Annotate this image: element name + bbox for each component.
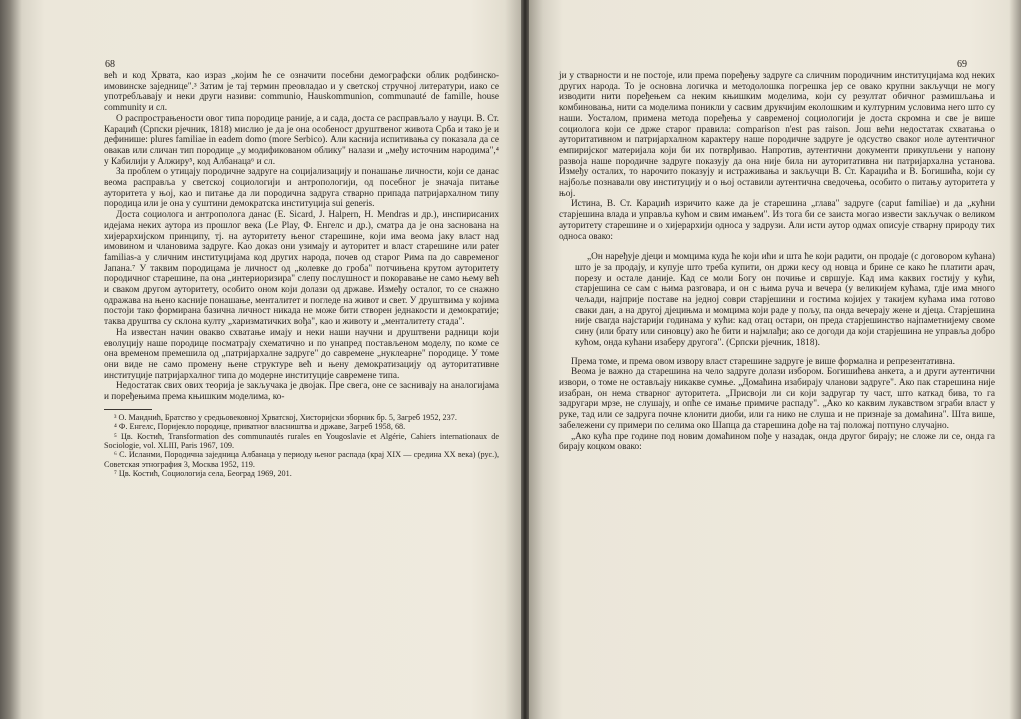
footnote: ⁷ Цв. Костић, Социологија села, Београд 1969, 201. [114,469,292,479]
paragraph: Истина, В. Ст. Караџић изричито каже да је старешина „глава" задруге (caput familiae) и да „кућни старјешина влада и управља кућом и свим имањем". Из тога би се заиста могао извести закључак о великом ауторитету старешине и о хијерархији односа у задрузи. Али исти аутор одмах описује стварну природу тих односа овако: [559,199,995,242]
page-number: 68 [105,59,115,70]
page-number: 69 [957,59,967,70]
footnote: ⁶ С. Исланми, Породична заједница Албанаца у периоду њеног распада (крај XIX — средина XX века) (рус.), Советская этнография 3, Москва 1952, 119. [104,450,499,469]
footnote: ⁴ Ф. Енгелс, Поријекло породице, приватног власништва и државе, Загреб 1958, 68. [114,422,406,432]
body-text-continued [559,357,995,453]
footnote: ³ О. Манднић, Братство у средњовековној Хрватској, Хисторијски зборник бр. 5, Загреб 1952, 237. [114,412,457,422]
quote-paragraph: „Он наређује дјеци и момцима куда ће који ићи и шта ће који радити, он продаје (с договором кућана) што је за продају, и купује што треба купити, он држи кесу од новца и брине се како ће платити арач, порезу и остале даније. Кад се моли Богу он почиње и свршује. Кад има каквих гостију у кући, старјешина се сам с њима разговара, и он с њима руча и вечера (у великијем кућама, гдје има много чељади, најприје поставе на једној соври старјешини и гостима којијех у такијем кућама има готово сваки дан, а на другој дјецињма и момцима који раде у пољу, па онда вечерају жене и дјеца. Старјешина није свагда најстарији годинама у кући: кад отац остари, он преда старјешинство најпаметнијему своме сину (или брату или синовцу) ако ће бити и најмлађи; ако се догоди да који старјешина не управља добро кућом, онда кућани изаберу другога". (Српски рјечник, 1818). [575,252,995,348]
footnotes [104,413,499,479]
paragraph: За проблем о утицају породичне задруге на социјализацију и понашање личности, који се данас веома расправља у светској социологији и антропологији, од посебног је значаја питање ауторитета у њој, као и питање да ли породична задруга стварно припада патријархалном типу породица или је она у суштини демократска институција sui generis. [104,167,499,210]
paragraph: Према томе, и према овом извору власт старешине задруге је више формална и репрезентативна. [571,356,955,367]
block-quote [575,252,995,348]
paragraph: ји у стварности и не постоје, или према поређењу задруге са сличним породичним институцијама код неких других народа. То је основна логичка и методолошка погрешка јер се овако крупни закључци не могу изводити нити поређењем са неким књишким моделима, који су резултат обичног размишљања и комбиновања, нити са моделима поникли у сасвим друкчијим еколошким и културним условима него што су наши. Уосталом, примена метода поређења у савременој социологији је доста скромна и све је више социолога који се држе старог правила: comparison n'est pas raison. Још већи недостатак схватања о ауторитативном и патријархалном карактеру наше породичне задруге је одсуство сваког иоле аутентичног емпиријског материјала који би их потврђивао. Напротив, аутентични документи прикупљени у напону развоја наше породичне задруге показују да она није била ни ауторитативна ни патријархална установа. Између осталих, то нарочито показују и истраживања и закључци В. Ст. Караџића и В. Богишића, који су најбоље познавали ову институцију и о њој оставили аутентична сведочења, особито о питању ауторитета у њој. [559,71,995,199]
paragraph: Доста социолога и антрополога данас (E. Sicard, J. Halpern, H. Mendras и др.), инспирисаних идејама неких аутора из прошлог века (Le Play, Ф. Енгелс и др.), сматра да је она заснована на хијерархијском принципу, тј. на ауторитету њеног старешине, који има веома јаку власт над имовином и члановима задруге. Као доказ они узимају и ауторитет и власт старешине или pater familias-а у сличним институцијама код других народа, почев од старог Рима па до савременог Јапана.⁷ У таквим породицама је личност од „колевке до гроба" потчињена крутом ауторитету породичног старешине, па она „интериоризира" слепу послушност и покоравање не само њему већ и сваком другом ауторитету, особито оном који долази од државе. Између осталог, то се снажно одражава на њено касније понашање, менталитет и погледе на живот и свет. У друштвима у којима постоји тако формирана базична личност никада не може бити створен једнакости и демократије; таква друштва су склона култу „харизматичких вођа", као и животу и „менталитету стада". [104,210,499,328]
footnote: ⁵ Цв. Костић, Transformation des communautés rurales en Yougoslavie et Algérie, Cahiers internationaux de Sociologie, vol. XLIII, Paris 1967, 109. [104,431,499,451]
paragraph: већ и код Хрвата, као израз „којим ће се означити посебни демографски облик родбинско-имовинске заједнице".³ Затим је тај термин преовладао и у светској стручној литератури, иако се употребљавају и неки други називи: communio, Hauskommunion, communauté de famille, house community и сл. [104,71,499,114]
paragraph: „Ако кућа пре године под новим домаћином пође у назадак, онда другог бирају; не сложе ли се, онда га бирају коцком овако: [559,431,995,453]
paragraph: Веома је важно да старешина на чело задруге долази избором. Богишићева анкета, а и други аутентични извори, о томе не остављају никакве сумње. „Домаћина изабирају чланови задруге". Ако пак старешина није изабран, он нема стварног ауторитета. „Присвоји ли си који задругар ту част, што каткад бива, то га задругари мрзе, не слушају, и опће се имање примиче распаду". „Ако ко каквим лукавством зграби власт у руке, тад или се задруга почне клонити диоби, или га нико не слуша и не признаје за домаћина". Шта више, забележени су примери по селима око Шапца да старешина дође на тај положај потпуно случајно. [559,367,995,431]
paragraph: Недостатак свих ових теорија је закључака је двојак. Пре свега, оне се заснивају на аналогијама и поређењима према књишким моделима, ко- [104,381,499,403]
body-text [104,71,499,403]
book-gutter [521,0,529,719]
right-page [529,0,1021,719]
paragraph: О распрострањености овог типа породице раније, а и сада, доста се расправљало у науци. В. Ст. Караџић (Српски рјечник, 1818) мислио је да је она особеност друштвеног живота Срба и тако је и дефинише: plures familiae in eadem domo (more Serbico). Али каснија испитивања су показала да се овакав или сличан тип породице „у модификованом облику" налази и „међу источним народима",⁴ у Кабилији у Алжиру⁵, код Албанаца⁶ и сл. [104,113,499,167]
footnote-divider [104,409,152,410]
body-text [559,71,995,242]
paragraph: На известан начин овакво схватање имају и неки наши научни и друштвени радници који еволуцију наше породице посматрају схематично и по унапред постављеном моделу, по коме се она временом премешила од „патријархалне задруге" до савремене „нуклеарне" породице. У томе они виде не само промену њене структуре већ и њену демократизацију од ауторитативне институције патријархалног типа до модерне институције савремене типа. [104,327,499,381]
